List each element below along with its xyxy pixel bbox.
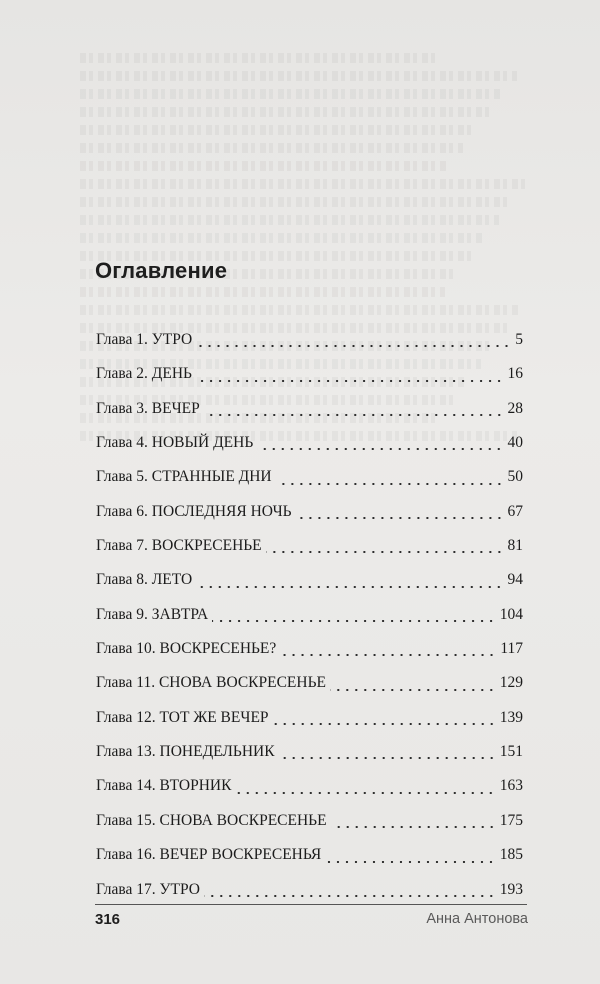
toc-row — [96, 529, 523, 563]
show-through-line — [80, 71, 517, 81]
toc-row — [96, 666, 523, 700]
show-through-line — [80, 53, 440, 63]
dot-leader — [325, 861, 495, 863]
show-through-line — [80, 107, 490, 117]
show-through-line — [80, 233, 485, 243]
chapter-page: 94 — [507, 571, 523, 589]
toc-row — [96, 357, 523, 391]
toc-heading: Оглавление — [95, 258, 228, 283]
chapter-title: Глава 4. НОВЫЙ ДЕНЬ — [96, 434, 254, 452]
show-through-line — [80, 125, 476, 135]
chapter-page: 81 — [507, 537, 523, 555]
chapter-page: 175 — [499, 811, 523, 829]
dot-leader — [266, 551, 504, 553]
dot-leader — [196, 380, 504, 382]
show-through-line — [80, 287, 445, 297]
chapter-title: Глава 5. СТРАННЫЕ ДНИ — [96, 468, 272, 486]
chapter-title: Глава 1. УТРО — [96, 331, 193, 348]
toc-row — [96, 392, 523, 426]
chapter-page: 5 — [515, 331, 523, 348]
chapter-title: Глава 9. ЗАВТРА — [96, 605, 209, 623]
toc-row — [96, 873, 523, 907]
chapter-title: Глава 2. ДЕНЬ — [96, 365, 192, 383]
show-through-line — [80, 179, 526, 189]
dot-leader — [212, 620, 496, 622]
toc-row — [96, 426, 523, 460]
toc-row — [96, 323, 523, 357]
toc-row — [96, 563, 523, 597]
chapter-title: Глава 14. ВТОРНИК — [96, 777, 232, 795]
dot-leader — [235, 792, 495, 794]
chapter-title: Глава 17. УТРО — [96, 880, 200, 898]
chapter-title: Глава 8. ЛЕТО — [96, 571, 193, 589]
toc-row — [96, 495, 523, 529]
chapter-page: 16 — [507, 365, 523, 383]
show-through-line — [80, 143, 463, 153]
chapter-title: Глава 10. ВОСКРЕСЕНЬЕ? — [96, 640, 277, 658]
show-through-line — [80, 305, 521, 315]
chapter-title: Глава 12. ТОТ ЖЕ ВЕЧЕР — [96, 708, 269, 726]
chapter-title: Глава 16. ВЕЧЕР ВОСКРЕСЕНЬЯ — [96, 846, 322, 864]
dot-leader — [279, 757, 496, 759]
dot-leader — [330, 689, 496, 691]
chapter-page: 193 — [499, 880, 523, 898]
chapter-page: 129 — [499, 674, 523, 692]
page-number: 316 — [95, 911, 121, 928]
show-through-line — [80, 161, 449, 171]
chapter-page: 40 — [507, 434, 523, 452]
chapter-page: 50 — [507, 468, 523, 486]
dot-leader — [204, 414, 504, 416]
chapter-page: 28 — [507, 399, 523, 417]
toc-row — [96, 735, 523, 769]
dot-leader — [331, 826, 496, 828]
dot-leader — [257, 448, 503, 450]
chapter-page: 151 — [499, 743, 523, 761]
footer-rule — [95, 904, 527, 905]
toc-row — [96, 598, 523, 632]
show-through-line — [80, 197, 512, 207]
toc-row — [96, 632, 523, 666]
chapter-title: Глава 7. ВОСКРЕСЕНЬЕ — [96, 537, 262, 555]
dot-leader — [280, 654, 496, 656]
toc-row — [96, 804, 523, 838]
chapter-page: 67 — [507, 502, 523, 520]
chapter-title: Глава 15. СНОВА ВОСКРЕСЕНЬЕ — [96, 811, 327, 829]
dot-leader — [204, 895, 496, 897]
show-through-line — [80, 215, 499, 225]
chapter-page: 117 — [500, 640, 523, 658]
dot-leader — [276, 483, 504, 485]
table-of-contents — [96, 323, 523, 907]
dot-leader — [196, 345, 511, 347]
dot-leader — [196, 586, 503, 588]
chapter-title: Глава 3. ВЕЧЕР — [96, 399, 200, 417]
running-footer-author: Анна Антонова — [426, 911, 528, 927]
chapter-page: 185 — [499, 846, 523, 864]
toc-row — [96, 769, 523, 803]
toc-row — [96, 460, 523, 494]
chapter-page: 139 — [499, 708, 523, 726]
chapter-page: 104 — [499, 605, 523, 623]
dot-leader — [296, 517, 504, 519]
dot-leader — [273, 723, 496, 725]
toc-row — [96, 701, 523, 735]
chapter-title: Глава 6. ПОСЛЕДНЯЯ НОЧЬ — [96, 502, 292, 520]
toc-row — [96, 838, 523, 872]
chapter-page: 163 — [499, 777, 523, 795]
chapter-title: Глава 11. СНОВА ВОСКРЕСЕНЬЕ — [96, 674, 326, 692]
show-through-line — [80, 89, 503, 99]
chapter-title: Глава 13. ПОНЕДЕЛЬНИК — [96, 743, 275, 761]
